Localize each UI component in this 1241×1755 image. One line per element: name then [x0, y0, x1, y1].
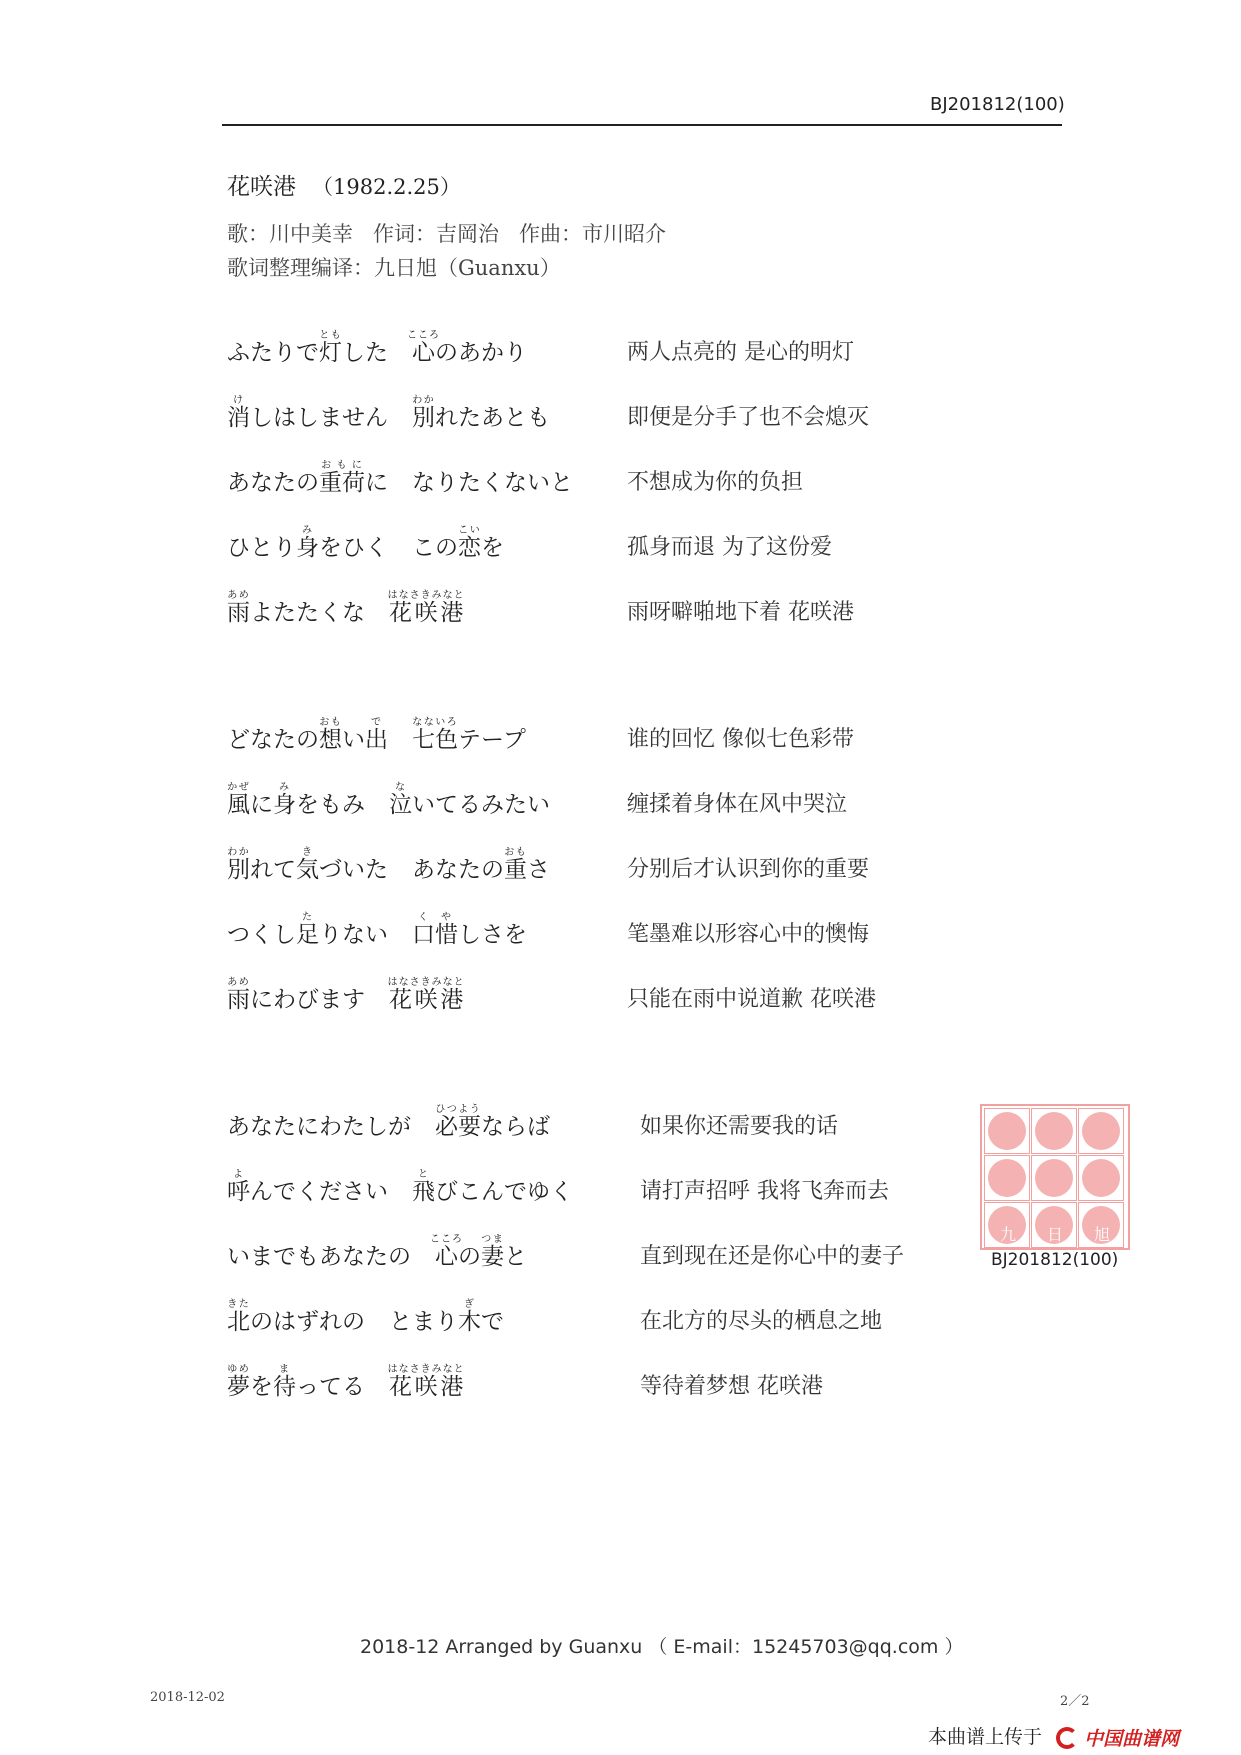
furigana-word: 身み — [273, 782, 296, 818]
lyric-phrase-1: 別わかれて気きづいた — [227, 847, 388, 883]
japanese-lyric — [227, 1364, 465, 1399]
furigana-word: 足た — [296, 912, 319, 948]
furigana-word: 想おも — [319, 717, 342, 753]
seal-cell — [1078, 1108, 1124, 1154]
furigana-word: 恋こい — [458, 525, 481, 561]
japanese-lyric — [227, 912, 527, 947]
furigana-word: 飛と — [412, 1169, 435, 1205]
furigana-word: 必要ひつよう — [435, 1104, 481, 1140]
lyric-line — [227, 847, 987, 912]
japanese-lyric — [227, 1169, 573, 1204]
lyric-phrase-1: 雨あめにわびます — [227, 977, 365, 1013]
lyric-phrase-2: 口惜くやしさを — [412, 912, 527, 948]
lyric-phrase-2: とまり木ぎで — [389, 1299, 504, 1335]
furigana-word: 風かぜ — [227, 782, 250, 818]
lyric-line — [227, 1299, 987, 1364]
seal-code: BJ201812(100) — [991, 1250, 1119, 1270]
furigana-word: 待ま — [273, 1364, 296, 1400]
lyric-phrase-1: 消けしはしません — [227, 395, 388, 431]
lyric-phrase-2: この恋こいを — [412, 525, 504, 561]
furigana-word: 身み — [296, 525, 319, 561]
lyric-phrase-2: なりたくないと — [412, 470, 573, 496]
lyric-phrase-1: ふたりで灯ともした — [227, 330, 388, 366]
seal-dot — [1082, 1112, 1120, 1150]
lyric-phrase-1: つくし足たりない — [227, 912, 388, 948]
lyric-phrase-2: 心こころの妻つまと — [430, 1234, 527, 1270]
lyric-line — [227, 525, 987, 590]
lyric-phrase-2: 七色なないろテープ — [412, 717, 526, 753]
footer-arranged: 2018-12 Arranged by Guanxu （ E-mail：15245703@qq.com ） — [360, 1636, 964, 1658]
seal-dot — [1035, 1159, 1073, 1197]
chinese-translation: 缠揉着身体在风中哭泣 — [627, 792, 848, 817]
japanese-lyric — [227, 590, 465, 625]
seal-dot — [988, 1112, 1026, 1150]
japanese-lyric — [227, 1299, 504, 1334]
seal-char: 旭 — [1093, 1225, 1110, 1244]
chinese-translation: 如果你还需要我的话 — [640, 1114, 839, 1139]
lyric-phrase-1: 呼よんでください — [227, 1169, 388, 1205]
lyric-line — [227, 460, 987, 525]
upload-credit — [928, 1722, 1179, 1751]
lyric-phrase-2: 泣ないてるみたい — [389, 782, 550, 818]
lyric-phrase-2 — [387, 1364, 465, 1400]
furigana-word: 消け — [227, 395, 250, 431]
seal-char: 日 — [1046, 1225, 1063, 1244]
furigana-word: 出で — [365, 717, 388, 753]
furigana-word: 花咲港はなさきみなと — [387, 977, 465, 1013]
chinese-translation: 直到现在还是你心中的妻子 — [640, 1244, 905, 1269]
japanese-lyric — [227, 1234, 527, 1269]
chinese-translation: 两人点亮的 是心的明灯 — [627, 340, 854, 365]
japanese-lyric — [227, 330, 527, 365]
singer: 歌：川中美幸 — [227, 222, 353, 246]
seal-cell — [1078, 1155, 1124, 1201]
lyric-line — [227, 912, 987, 977]
lyric-line — [227, 1234, 987, 1299]
lyric-phrase-1: いまでもあなたの — [227, 1244, 411, 1270]
japanese-lyric — [227, 395, 550, 430]
composer: 作曲：市川昭介 — [519, 222, 666, 246]
chinese-translation: 孤身而退 为了这份爱 — [627, 535, 832, 560]
furigana-word: 妻つま — [481, 1234, 504, 1270]
chinese-translation: 即便是分手了也不会熄灭 — [627, 405, 870, 430]
lyric-phrase-1: 風かぜに身みをもみ — [227, 782, 365, 818]
header-rule — [222, 124, 1062, 126]
furigana-word: 雨あめ — [227, 977, 250, 1013]
verse-1 — [227, 330, 987, 655]
lyric-phrase-1: 北きたのはずれの — [227, 1299, 365, 1335]
song-credits — [227, 218, 686, 248]
lyric-phrase-1: 雨あめよたたくな — [227, 590, 365, 626]
lyric-line — [227, 330, 987, 395]
furigana-word: 夢ゆめ — [227, 1364, 250, 1400]
lyric-phrase-2 — [387, 977, 465, 1013]
chinese-translation: 谁的回忆 像似七色彩带 — [627, 727, 854, 752]
lyric-line — [227, 395, 987, 460]
seal-dot — [988, 1159, 1026, 1197]
lyric-line — [227, 590, 987, 655]
seal-dot — [1082, 1159, 1120, 1197]
lyric-phrase-2: あなたの重おもさ — [412, 847, 550, 883]
upload-text: 本曲谱上传于 — [928, 1726, 1043, 1748]
furigana-word: 灯とも — [319, 330, 342, 366]
lyric-phrase-1: あなたの重荷おもにに — [227, 460, 388, 496]
japanese-lyric — [227, 717, 526, 752]
lyric-phrase-2: 別わかれたあとも — [412, 395, 550, 431]
page-number: 2／2 — [1060, 1694, 1090, 1709]
chinese-translation: 笔墨难以形容心中的懊悔 — [627, 922, 870, 947]
seal-cell — [984, 1108, 1030, 1154]
chinese-translation: 不想成为你的负担 — [627, 470, 804, 495]
lyric-phrase-1: ひとり身みをひく — [227, 525, 388, 561]
furigana-word: 心こころ — [430, 1234, 463, 1270]
lyric-phrase-2: 飛とびこんでゆく — [412, 1169, 573, 1205]
print-date: 2018-12-02 — [150, 1690, 225, 1705]
seal-cell — [1031, 1202, 1077, 1248]
furigana-word: 泣な — [389, 782, 412, 818]
furigana-word: 花咲港はなさきみなと — [387, 1364, 465, 1400]
furigana-word: 別わか — [227, 847, 250, 883]
lyric-line — [227, 717, 987, 782]
furigana-word: 別わか — [412, 395, 435, 431]
japanese-lyric — [227, 1104, 550, 1139]
furigana-word: 気き — [296, 847, 319, 883]
furigana-word: 重おも — [504, 847, 527, 883]
seal-char: 九 — [999, 1225, 1016, 1244]
furigana-word: 北きた — [227, 1299, 250, 1335]
furigana-word: 呼よ — [227, 1169, 250, 1205]
chinese-translation: 分别后才认识到你的重要 — [627, 857, 870, 882]
furigana-word: 口惜くや — [412, 912, 458, 948]
song-title-line — [227, 168, 461, 201]
lyric-line — [227, 1169, 987, 1234]
seal-stamp — [980, 1104, 1130, 1250]
furigana-word: 雨あめ — [227, 590, 250, 626]
document-code: BJ201812(100) — [930, 94, 1065, 115]
japanese-lyric — [227, 525, 504, 560]
seal-cell — [984, 1155, 1030, 1201]
furigana-word: 心こころ — [407, 330, 440, 366]
lyric-line — [227, 977, 987, 1042]
lyricist: 作词：吉岡治 — [373, 222, 499, 246]
chinese-translation: 等待着梦想 花咲港 — [640, 1374, 823, 1399]
seal-dot — [1035, 1112, 1073, 1150]
lyric-line — [227, 1104, 987, 1169]
seal-cell — [984, 1202, 1030, 1248]
song-date: （1982.2.25） — [312, 175, 461, 199]
chinese-translation: 雨呀噼啪地下着 花咲港 — [627, 600, 854, 625]
japanese-lyric — [227, 847, 550, 882]
verse-2 — [227, 717, 987, 1042]
furigana-word: 重荷おもに — [319, 460, 365, 496]
site-logo — [1056, 1724, 1179, 1751]
chinese-translation: 在北方的尽头的栖息之地 — [640, 1309, 883, 1334]
lyrics-editor: 歌词整理编译：九日旭（Guanxu） — [227, 256, 561, 280]
seal-cell — [1031, 1155, 1077, 1201]
chinese-translation: 请打声招呼 我将飞奔而去 — [640, 1179, 889, 1204]
lyric-phrase-1: どなたの想おもい出で — [227, 717, 388, 753]
site-brand: 中国曲谱网 — [1084, 1728, 1180, 1750]
song-title: 花咲港 — [227, 174, 296, 200]
furigana-word: 花咲港はなさきみなと — [387, 590, 465, 626]
japanese-lyric — [227, 782, 550, 817]
seal-cell — [1078, 1202, 1124, 1248]
lyric-phrase-2: 必要ひつようならば — [435, 1104, 550, 1140]
japanese-lyric — [227, 977, 465, 1012]
logo-c-icon — [1056, 1727, 1078, 1749]
furigana-word: 木ぎ — [458, 1299, 481, 1335]
lyric-phrase-1: 夢ゆめを待まってる — [227, 1364, 365, 1400]
lyric-phrase-2: 心こころのあかり — [407, 330, 527, 366]
japanese-lyric — [227, 460, 573, 495]
chinese-translation: 只能在雨中说道歉 花咲港 — [627, 987, 876, 1012]
seal-cell — [1031, 1108, 1077, 1154]
lyric-line — [227, 782, 987, 847]
lyric-line — [227, 1364, 987, 1429]
lyric-phrase-1: あなたにわたしが — [227, 1114, 411, 1140]
lyric-phrase-2 — [387, 590, 465, 626]
furigana-word: 七色なないろ — [412, 717, 458, 753]
verse-3 — [227, 1104, 987, 1429]
